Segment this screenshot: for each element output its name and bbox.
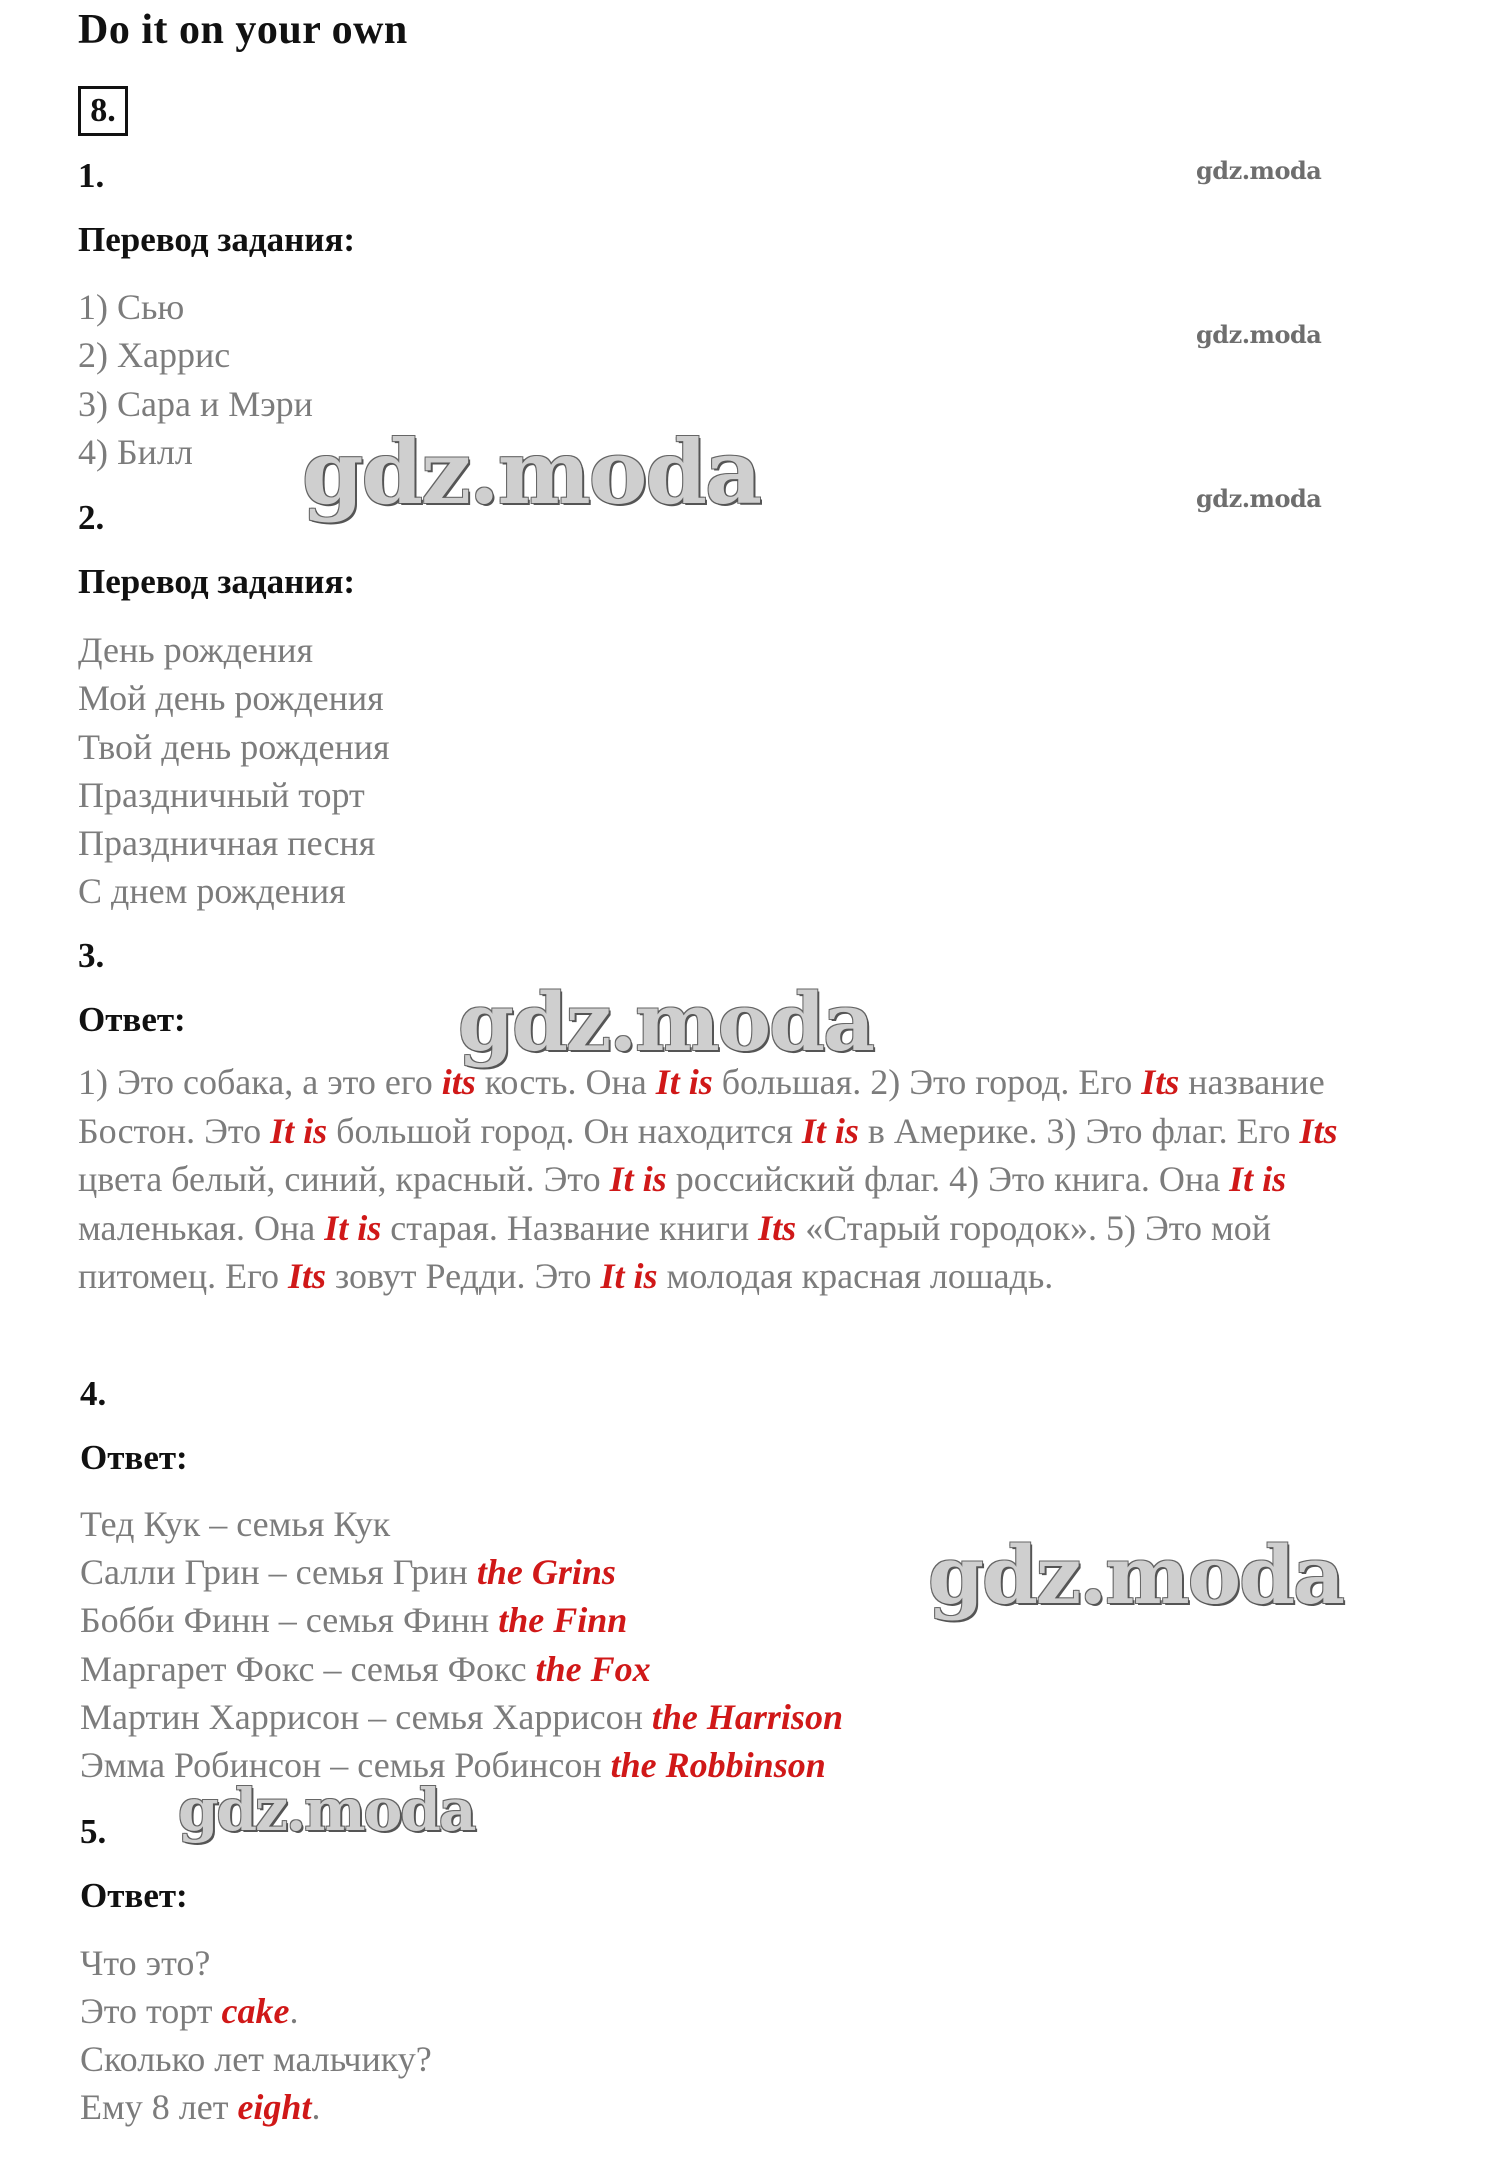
answer-word: the Finn <box>498 1600 628 1640</box>
watermark-large: gdz.moda <box>302 420 761 524</box>
section-1-line: 4) Билл <box>78 432 193 472</box>
page-title: Do it on your own <box>78 7 408 53</box>
exercise-number-box: 8. <box>78 86 128 136</box>
answer-word: the Fox <box>535 1649 651 1689</box>
answer-word: It is <box>324 1207 382 1248</box>
answer-word: the Grins <box>476 1552 616 1592</box>
qa-text: Что это? <box>80 1943 211 1983</box>
qa-tail: . <box>289 1991 299 2031</box>
family-row <box>80 1648 651 1690</box>
qa-row <box>80 2038 432 2080</box>
section-2-line: Твой день рождения <box>78 727 390 767</box>
section-2-heading: Перевод задания: <box>78 562 356 601</box>
section-2-line: Праздничная песня <box>78 823 376 863</box>
answer-word: eight <box>237 2087 312 2127</box>
text-run: маленькая. Она <box>78 1207 325 1248</box>
watermark-small: gdz.moda <box>1196 320 1322 349</box>
qa-row <box>80 2086 320 2128</box>
section-2-line: День рождения <box>78 630 314 670</box>
answer-word: Its <box>758 1207 797 1248</box>
answer-word: It is <box>600 1256 658 1296</box>
section-1-number: 1. <box>78 156 105 195</box>
section-2-line: С днем рождения <box>78 871 346 911</box>
text-run: кость. Она <box>475 1062 656 1102</box>
watermark-small: gdz.moda <box>1196 156 1322 185</box>
answer-word: It is <box>1229 1159 1287 1199</box>
watermark-small: gdz.moda <box>1196 484 1322 513</box>
answer-word: It is <box>801 1110 859 1151</box>
section-5-number: 5. <box>80 1812 107 1851</box>
answer-word: the Harrison <box>651 1697 843 1737</box>
section-3-heading: Ответ: <box>78 1000 186 1039</box>
family-row <box>80 1551 616 1593</box>
family-text: Маргарет Фокс – семья Фокс <box>80 1649 536 1689</box>
family-row <box>80 1696 843 1738</box>
section-1-line: 3) Сара и Мэри <box>78 384 313 424</box>
text-run: цвета белый, синий, красный. Это <box>78 1159 610 1199</box>
answer-word: It is <box>270 1110 328 1151</box>
text-run: зовут Редди. Это <box>326 1256 601 1296</box>
family-row <box>80 1599 627 1641</box>
section-1-line: 2) Харрис <box>78 335 231 375</box>
text-run: 1) Это собака, а это его <box>78 1062 442 1102</box>
section-2-line: Мой день рождения <box>78 678 384 718</box>
qa-text: Это торт <box>80 1991 222 2031</box>
text-run: большая. 2) Это город. Его <box>712 1062 1142 1102</box>
section-1-heading: Перевод задания: <box>78 220 356 259</box>
watermark-large: gdz.moda <box>928 1528 1343 1622</box>
text-run: молодая красная лошадь. <box>657 1256 1054 1296</box>
family-text: Эмма Робинсон – семья Робинсон <box>80 1745 611 1785</box>
section-2-line: Праздничный торт <box>78 775 365 815</box>
section-4-heading: Ответ: <box>80 1438 188 1477</box>
watermark-large: gdz.moda <box>458 975 873 1069</box>
qa-text: Ему 8 лет <box>80 2087 238 2127</box>
answer-word: It is <box>609 1159 667 1199</box>
family-text: Салли Грин – семья Грин <box>80 1552 477 1592</box>
answer-word: Its <box>288 1256 327 1296</box>
answer-word: cake <box>221 1991 290 2031</box>
watermark-large: gdz.moda <box>178 1776 475 1844</box>
qa-tail: . <box>311 2087 321 2127</box>
answer-word: its <box>441 1062 476 1102</box>
family-text: Бобби Финн – семья Финн <box>80 1600 499 1640</box>
section-4-number: 4. <box>80 1374 107 1413</box>
section-2-number: 2. <box>78 498 105 537</box>
text-run: в Америке. 3) Это флаг. Его <box>858 1110 1300 1151</box>
text-run: название Бостон. Это <box>78 1062 1325 1151</box>
text-run: российский флаг. 4) Это книга. Она <box>666 1159 1230 1199</box>
section-5-heading: Ответ: <box>80 1876 188 1915</box>
section-3-number: 3. <box>78 936 105 975</box>
qa-text: Сколько лет мальчику? <box>80 2039 432 2079</box>
text-run: «Старый городок». 5) Это мой питомец. Его <box>78 1207 1272 1296</box>
qa-row <box>80 1942 210 1984</box>
qa-row <box>80 1990 299 2032</box>
text-run: старая. Название книги <box>381 1207 759 1248</box>
family-text: Тед Кук – семья Кук <box>80 1504 391 1544</box>
answer-word: It is <box>655 1062 713 1102</box>
section-3-paragraph <box>78 1058 1388 1301</box>
answer-word: Its <box>1141 1062 1180 1102</box>
answer-word: Its <box>1299 1110 1338 1151</box>
family-row <box>80 1503 390 1545</box>
answer-word: the Robbinson <box>610 1745 826 1785</box>
text-run: большой город. Он находится <box>327 1110 802 1151</box>
section-1-line: 1) Сью <box>78 287 185 327</box>
family-text: Мартин Харрисон – семья Харрисон <box>80 1697 652 1737</box>
